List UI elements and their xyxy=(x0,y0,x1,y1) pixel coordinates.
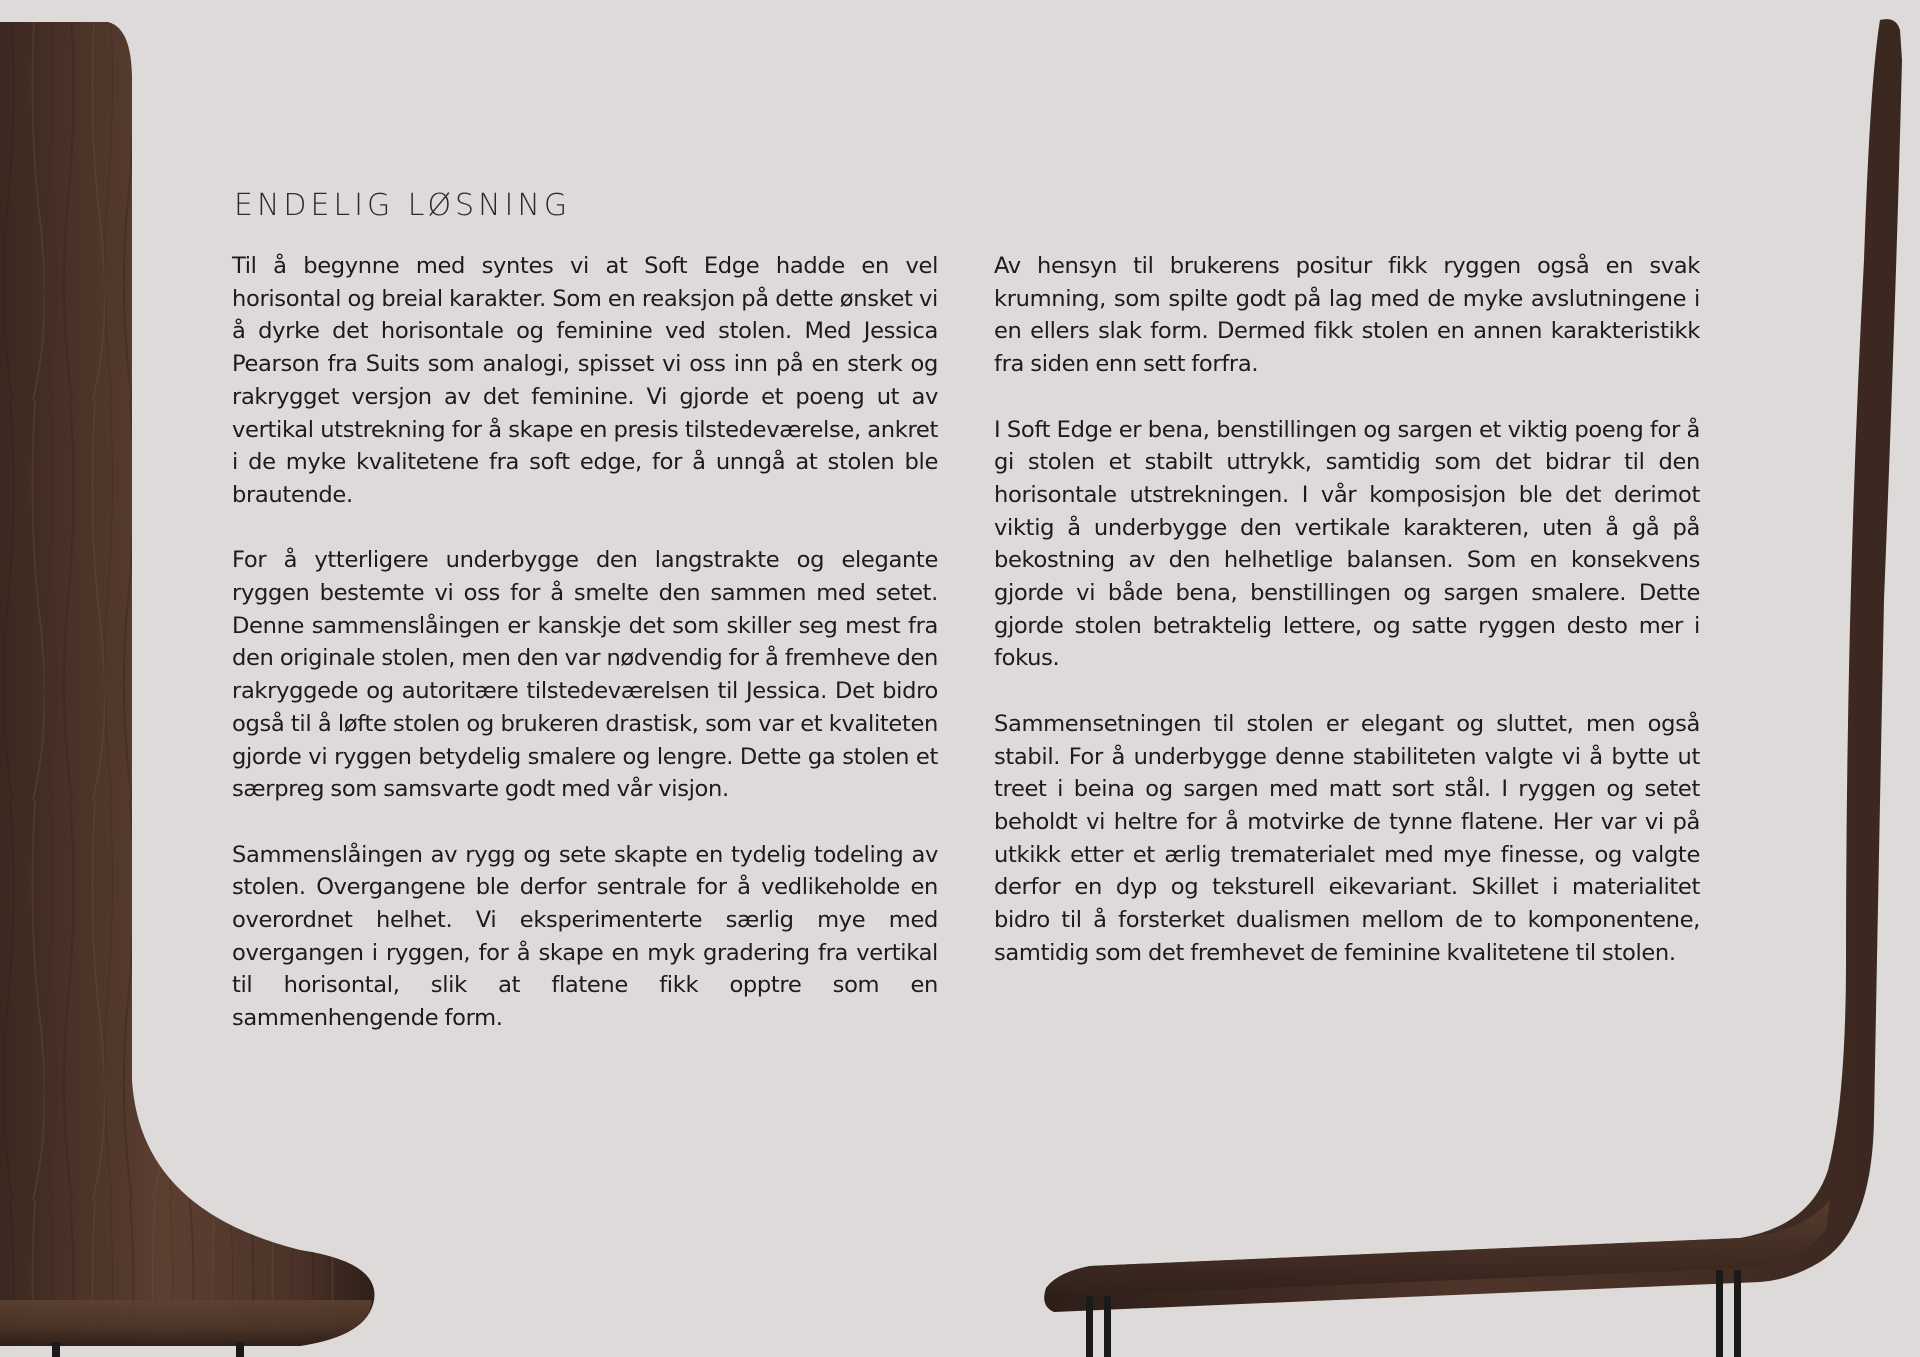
text-column-right xyxy=(994,250,1700,1002)
paragraph: Av hensyn til brukerens positur fikk ryggen også en svak krumning, som spilte godt på lag med de myke avslutningene i en ellers slak form. Dermed fikk stolen en annen karakteristikk fra siden enn sett forfra. xyxy=(994,253,1700,378)
text-column-left xyxy=(232,250,938,1068)
paragraph: Til å begynne med syntes vi at Soft Edge hadde en vel horisontal og breial karakter. Som en reaksjon på dette ønsket vi å dyrke det horisontale og feminine ved stolen. Med Jessica Pearson fra Suits som analogi, spisset vi oss inn på en sterk og rakrygget versjon av det feminine. Vi gjorde et poeng ut av vertikal utstrekning for å skape en presis tilstedeværelse, ankret i de myke kvalitetene fra soft edge, for å unngå at stolen ble brautende. xyxy=(232,253,938,508)
paragraph: I Soft Edge er bena, benstillingen og sargen et viktig poeng for å gi stolen et stabilt uttrykk, samtidig som det bidrar til den horisontale utstrekningen. I vår komposisjon ble det derimot viktig å underbygge den vertikale karakteren, uten å gå på bekostning av den helhetlige balansen. Som en konsekvens gjorde vi både bena, benstillingen og sargen smalere. Dette gjorde stolen betraktelig lettere, og satte ryggen desto mer i fokus. xyxy=(994,416,1700,672)
paragraph: For å ytterligere underbygge den langstrakte og elegante ryggen bestemte vi oss for å smelte den sammen med setet. Denne sammenslåingen er kanskje det som skiller seg mest fra den originale stolen, men den var nødvendig for å fremheve den rakryggede og autoritære tilstedeværelsen til Jessica. Det bidro også til å løfte stolen og brukeren drastisk, som var et kvaliteten gjorde vi ryggen betydelig smalere og lengre. Dette ga stolen et særpreg som samsvarte godt med vår visjon. xyxy=(232,547,938,803)
page-title: ENDELIG LØSNING xyxy=(234,188,572,223)
paragraph: Sammensetningen til stolen er elegant og sluttet, men også stabil. For å underbygge denne stabiliteten valgte vi å bytte ut treet i beina og sargen med matt sort stål. I ryggen og setet beholdt vi heltre for å motvirke de tynne flatene. Her var vi på utkikk etter et ærlig trematerialet med mye finesse, og valgte derfor en dyp og teksturell eikevariant. Skillet i materialitet bidro til å forsterket dualismen mellom de to komponentene, samtidig som det fremhevet de feminine kvalitetene til stolen. xyxy=(994,710,1700,966)
paragraph: Sammenslåingen av rygg og sete skapte en tydelig todeling av stolen. Overgangene ble derfor sentrale for å vedlikeholde en overordnet helhet. Vi eksperimenterte særlig mye med overgangen i ryggen, for å skape en myk gradering fra vertikal til horisontal, slik at flatene fikk opptre som en sammenhengende form. xyxy=(232,841,938,1032)
